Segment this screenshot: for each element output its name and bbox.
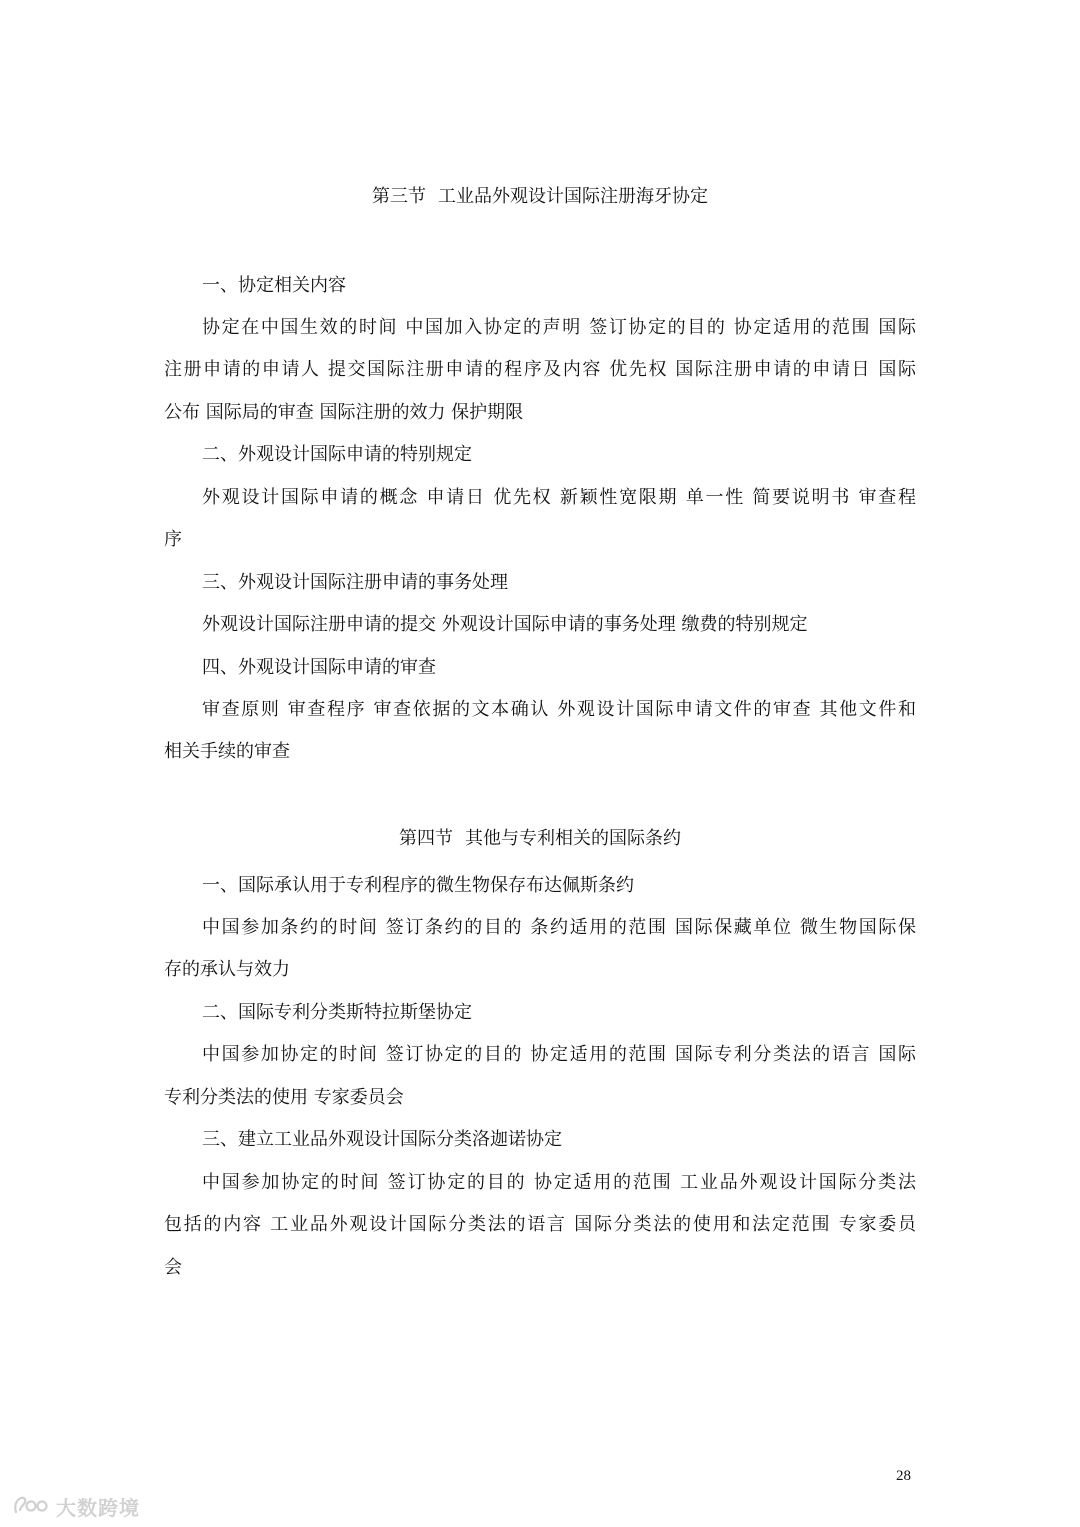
section-3-title xyxy=(0,185,1080,209)
section-3-heading-3: 三、外观设计国际注册申请的事务处理 xyxy=(202,572,508,593)
section-3-heading-2: 二、外观设计国际申请的特别规定 xyxy=(202,444,472,465)
watermark-text: 大数跨境 xyxy=(56,1495,140,1520)
section-3-paragraph-2-line-1: 外观设计国际申请的概念 申请日 优先权 新颖性宽限期 单一性 简要说明书 审查程 xyxy=(202,487,916,508)
section-4-paragraph-3-line-3: 会 xyxy=(164,1257,182,1278)
section-3-paragraph-1-line-1: 协定在中国生效的时间 中国加入协定的声明 签订协定的目的 协定适用的范围 国际 xyxy=(202,317,916,338)
section-3-name: 工业品外观设计国际注册海牙协定 xyxy=(438,186,708,207)
section-4-paragraph-2-line-1: 中国参加协定的时间 签订协定的目的 协定适用的范围 国际专利分类法的语言 国际 xyxy=(202,1044,916,1065)
section-3-paragraph-3-line-1: 外观设计国际注册申请的提交 外观设计国际申请的事务处理 缴费的特别规定 xyxy=(202,614,808,635)
section-4-heading-3: 三、建立工业品外观设计国际分类洛迦诺协定 xyxy=(202,1129,562,1150)
section-4-name: 其他与专利相关的国际条约 xyxy=(465,828,681,849)
section-4-title xyxy=(0,827,1080,851)
section-4-paragraph-3-line-2: 包括的内容 工业品外观设计国际分类法的语言 国际分类法的使用和法定范围 专家委员 xyxy=(164,1214,916,1235)
section-4-paragraph-1-line-2: 存的承认与效力 xyxy=(164,959,290,980)
section-4-paragraph-3-line-1: 中国参加协定的时间 签订协定的目的 协定适用的范围 工业品外观设计国际分类法 xyxy=(202,1172,916,1193)
section-4-heading-1: 一、国际承认用于专利程序的微生物保存布达佩斯条约 xyxy=(202,875,634,896)
section-4-paragraph-1-line-1: 中国参加条约的时间 签订条约的目的 条约适用的范围 国际保藏单位 微生物国际保 xyxy=(202,917,916,938)
section-3-paragraph-1-line-2: 注册申请的申请人 提交国际注册申请的程序及内容 优先权 国际注册申请的申请日 国际 xyxy=(164,359,916,380)
section-3-paragraph-4-line-1: 审查原则 审查程序 审查依据的文本确认 外观设计国际申请文件的审查 其他文件和 xyxy=(202,699,916,720)
section-3-heading-4: 四、外观设计国际申请的审查 xyxy=(202,657,436,678)
section-4-number: 第四节 xyxy=(399,828,453,849)
logo-icon xyxy=(12,1494,52,1518)
section-3-paragraph-2-line-2: 序 xyxy=(164,529,182,550)
section-3-heading-1: 一、协定相关内容 xyxy=(202,275,346,296)
watermark xyxy=(12,1492,140,1520)
section-4-paragraph-2-line-2: 专利分类法的使用 专家委员会 xyxy=(164,1087,404,1108)
page-number: 28 xyxy=(896,1468,911,1484)
section-4-heading-2: 二、国际专利分类斯特拉斯堡协定 xyxy=(202,1002,472,1023)
section-3-paragraph-1-line-3: 公布 国际局的审查 国际注册的效力 保护期限 xyxy=(164,402,524,423)
section-3-paragraph-4-line-2: 相关手续的审查 xyxy=(164,741,290,762)
section-3-number: 第三节 xyxy=(372,186,426,207)
